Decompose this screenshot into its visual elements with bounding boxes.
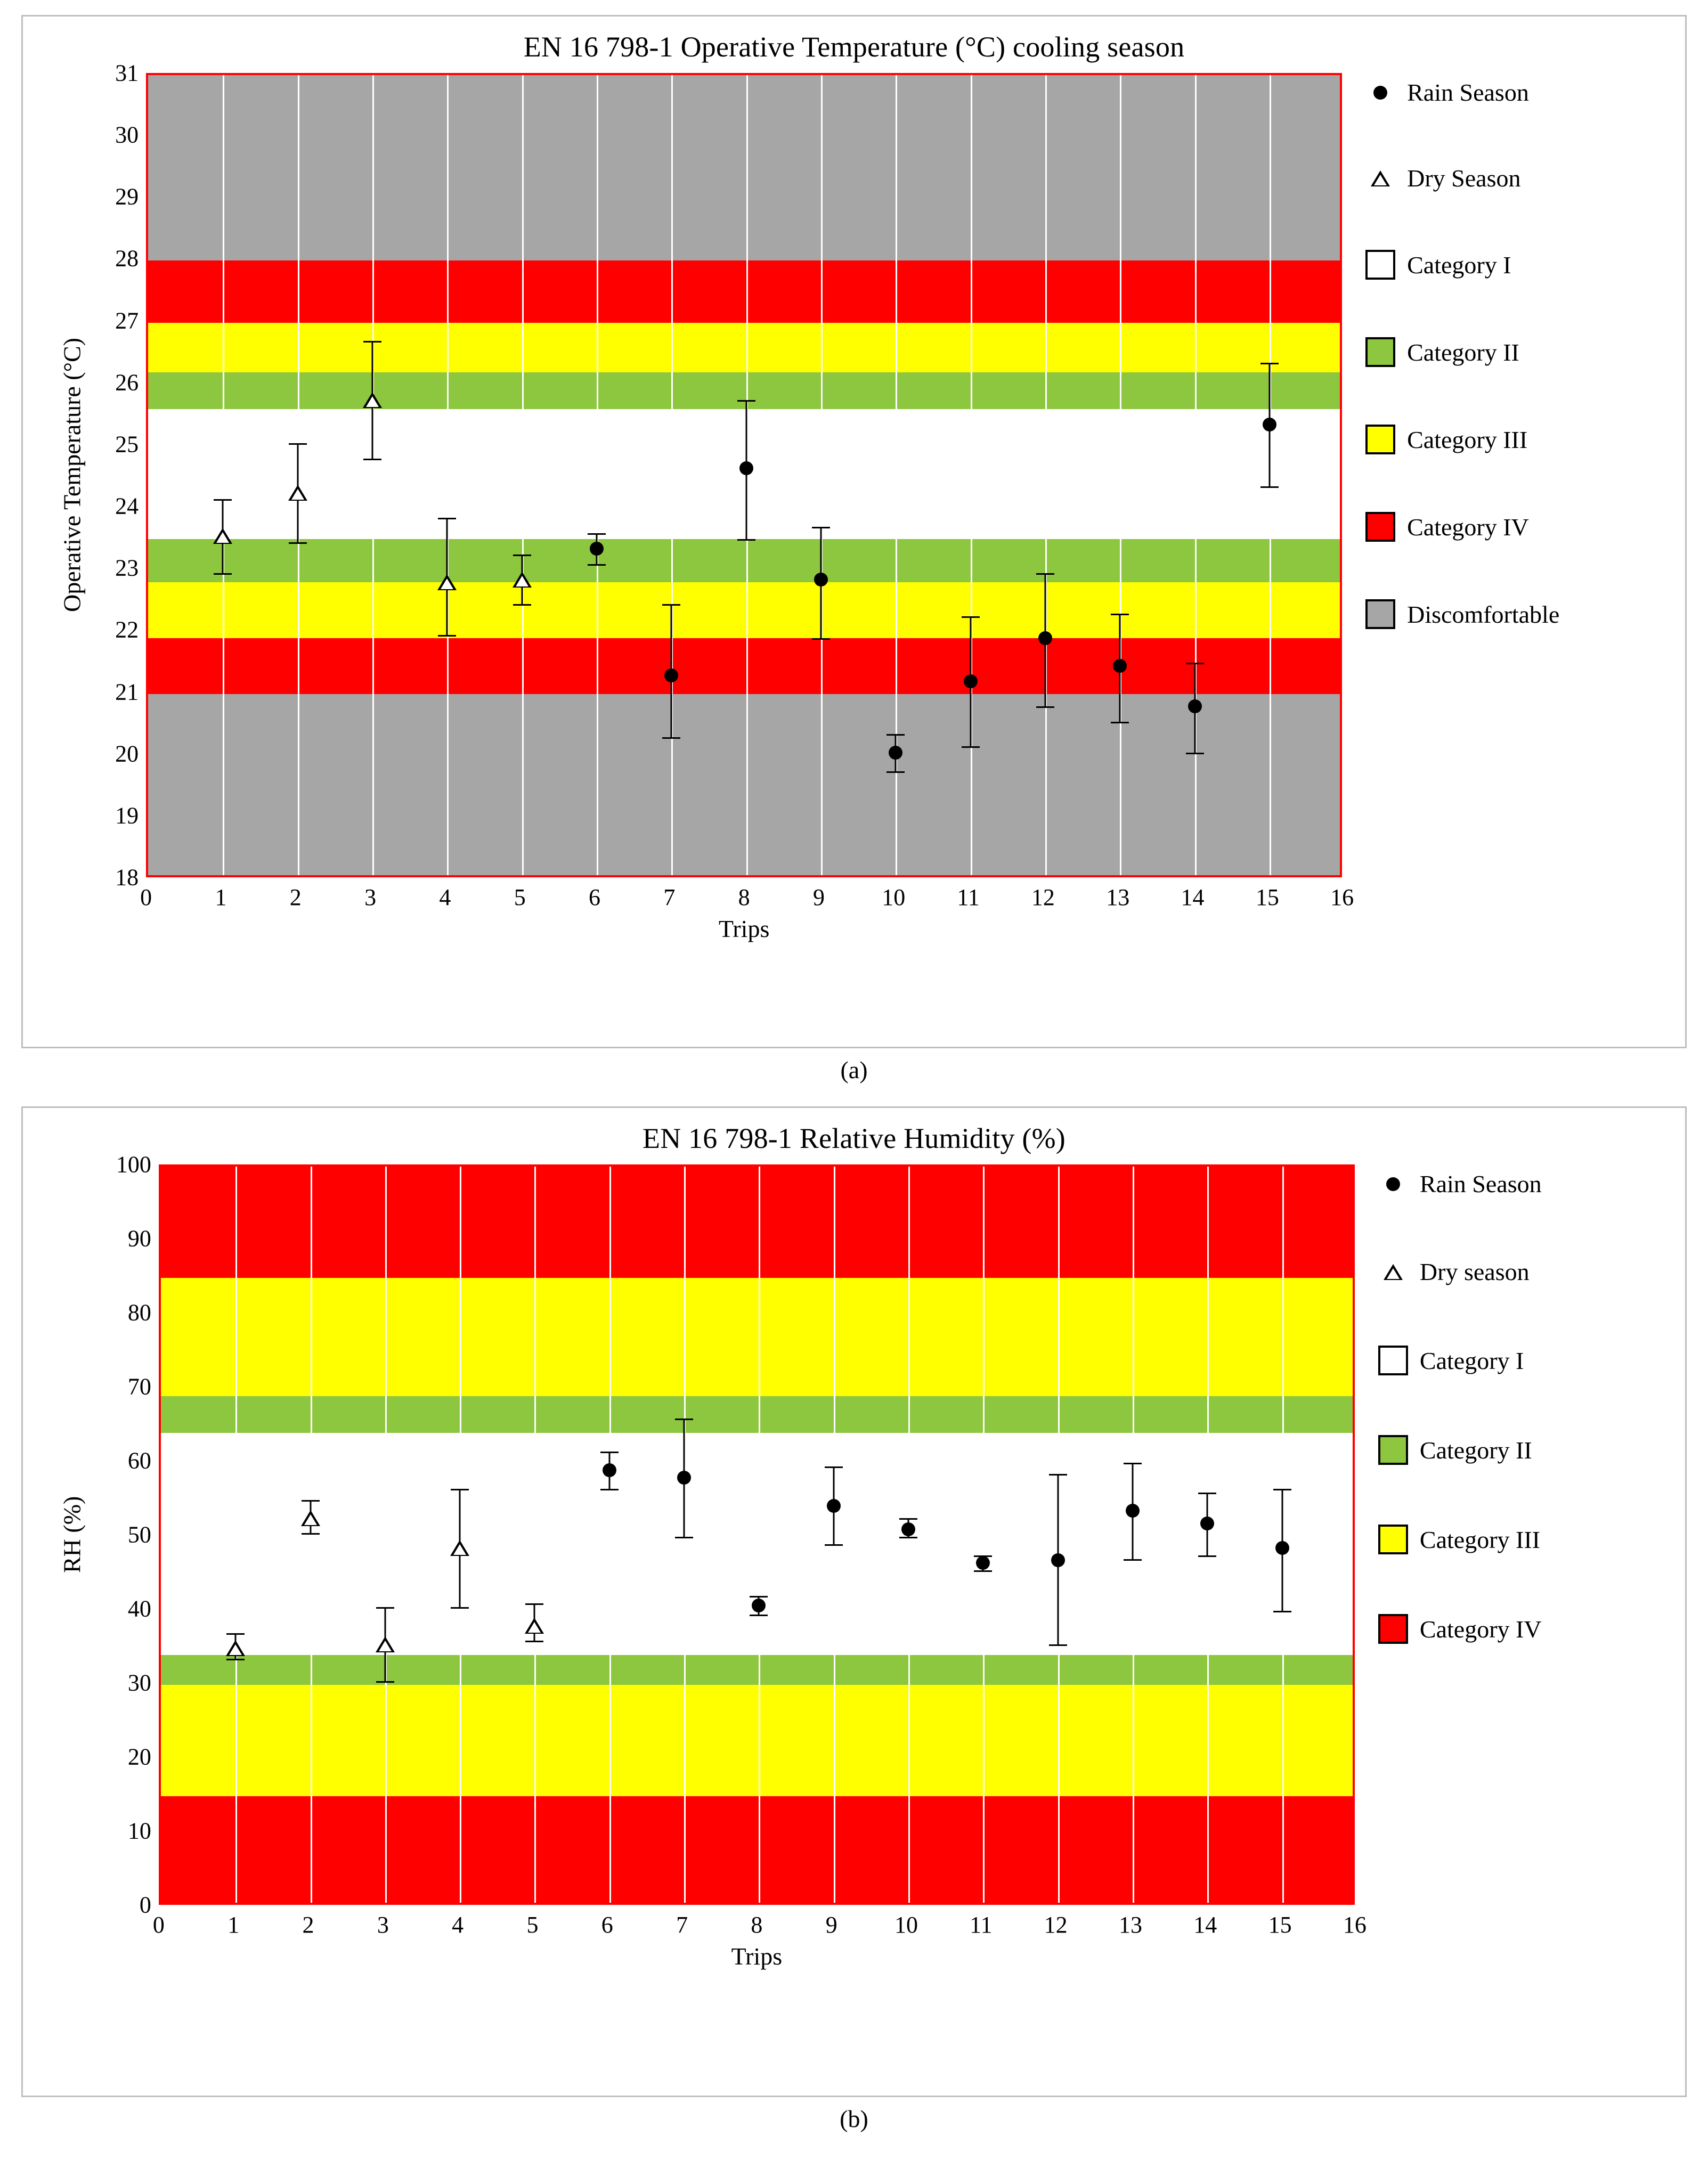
error-bar-cap (825, 1544, 843, 1546)
filled-circle-icon (603, 1463, 616, 1477)
error-bar-cap (600, 1452, 619, 1453)
x-tick-label: 7 (663, 884, 676, 910)
x-tick-label: 16 (1330, 884, 1354, 910)
legend-item[interactable] (1365, 164, 1685, 192)
x-tick-label: 15 (1255, 884, 1279, 910)
legend-color-swatch (1365, 512, 1395, 542)
open-triangle-icon (301, 1510, 320, 1526)
error-bar-cap (737, 539, 755, 541)
error-bar-cap (451, 1489, 469, 1490)
filled-circle-icon (964, 674, 978, 688)
y-axis-ticks (89, 60, 146, 891)
comfort-band-category-ii (161, 1655, 1353, 1685)
data-point-rain-season (976, 1556, 990, 1570)
comfort-band-discomfortable (148, 75, 1340, 260)
comfort-band-category-iii (161, 1278, 1353, 1396)
x-tick-label: 13 (1106, 884, 1130, 910)
data-point-rain-season (1126, 1504, 1140, 1518)
vertical-gridline (534, 1167, 536, 1903)
x-tick-label: 3 (377, 1912, 389, 1938)
x-tick-label: 14 (1193, 1912, 1217, 1938)
comfort-band-category-iii (161, 1685, 1353, 1796)
filled-circle-icon (739, 461, 753, 475)
vertical-gridline (671, 75, 673, 875)
legend-color-swatch (1378, 1614, 1408, 1644)
y-tick-label: 18 (115, 864, 139, 891)
legend-color-swatch (1378, 1525, 1408, 1554)
filled-circle-icon (1113, 659, 1127, 673)
error-bar-cap (600, 1489, 619, 1490)
legend-label: Category II (1407, 338, 1519, 366)
data-point-dry-season (288, 485, 307, 501)
y-tick-label: 30 (127, 1669, 151, 1696)
x-tick-label: 11 (970, 1912, 993, 1938)
error-bar-cap (886, 734, 905, 736)
error-bar-cap (302, 1533, 320, 1535)
comfort-band-category-iii (148, 323, 1340, 372)
error-bar-cap (1111, 614, 1129, 615)
filled-circle-icon (752, 1599, 766, 1612)
legend-label: Discomfortable (1407, 600, 1560, 628)
legend-item[interactable] (1365, 250, 1685, 280)
legend-label: Category IV (1407, 513, 1529, 541)
error-bar-cap (1124, 1559, 1142, 1561)
x-tick-label: 2 (302, 1912, 314, 1938)
y-tick-label: 0 (139, 1892, 151, 1918)
chart-legend (1342, 73, 1685, 877)
legend-label: Dry Season (1407, 165, 1521, 192)
x-axis-ticks (140, 877, 1354, 915)
y-tick-label: 26 (115, 369, 139, 396)
error-bar-cap (899, 1537, 917, 1538)
comfort-band-category-iv (161, 1796, 1353, 1905)
legend-label: Rain Season (1419, 1170, 1542, 1197)
error-bar-cap (1186, 663, 1204, 664)
error-bar-cap (302, 1500, 320, 1502)
legend-label: Category III (1407, 426, 1528, 453)
legend-item[interactable] (1365, 425, 1685, 454)
open-triangle-icon (288, 485, 307, 501)
figure-caption-b: (b) (840, 2105, 868, 2132)
error-bar-cap (376, 1681, 394, 1683)
x-tick-label: 15 (1268, 1912, 1292, 1938)
y-tick-label: 29 (115, 183, 139, 210)
legend-label: Category I (1407, 251, 1511, 279)
error-bar-cap (214, 573, 232, 575)
open-triangle-icon (376, 1636, 395, 1652)
x-tick-label: 12 (1031, 884, 1055, 910)
x-tick-label: 4 (439, 884, 451, 910)
y-tick-label: 10 (127, 1817, 151, 1844)
legend-item[interactable] (1365, 78, 1685, 107)
legend-label: Dry season (1419, 1258, 1530, 1285)
open-triangle-icon (226, 1640, 245, 1656)
error-bar-cap (451, 1607, 469, 1609)
chart-legend (1355, 1164, 1685, 1905)
data-point-rain-season (1038, 631, 1052, 645)
error-bar-cap (1036, 706, 1054, 708)
chart-panel-b (21, 1106, 1687, 2097)
x-tick-label: 1 (215, 884, 227, 910)
plot-canvas (159, 1164, 1355, 1905)
x-tick-label: 11 (957, 884, 980, 910)
x-tick-label: 0 (140, 884, 152, 910)
data-point-rain-season (901, 1522, 915, 1536)
x-tick-label: 5 (526, 1912, 539, 1938)
error-bar-cap (662, 604, 680, 606)
x-axis-ticks (152, 1905, 1367, 1942)
comfort-band-category-iv (148, 638, 1340, 694)
open-triangle-icon (450, 1540, 469, 1556)
legend-color-swatch (1378, 1435, 1408, 1465)
legend-item[interactable] (1378, 1170, 1685, 1198)
legend-label: Category I (1419, 1347, 1524, 1374)
error-bar-cap (1111, 722, 1129, 723)
y-tick-label: 24 (115, 493, 139, 519)
filled-circle-icon (1373, 86, 1387, 100)
error-bar-cap (1036, 573, 1054, 575)
x-axis-label: Trips (718, 915, 770, 942)
plot-area-a (23, 60, 1685, 943)
x-axis-label: Trips (731, 1943, 783, 1970)
vertical-gridline (447, 75, 449, 875)
legend-item[interactable] (1365, 337, 1685, 367)
data-point-rain-season (964, 674, 978, 688)
error-bar-cap (1260, 363, 1279, 364)
filled-circle-icon (1126, 1504, 1140, 1518)
error-bar-cap (525, 1603, 543, 1605)
filled-circle-icon (976, 1556, 990, 1570)
comfort-band-category-ii (148, 539, 1340, 582)
vertical-gridline (609, 1167, 611, 1903)
plot-with-axis (152, 1164, 1367, 1970)
data-point-dry-season (376, 1636, 395, 1652)
legend-color-swatch (1365, 425, 1395, 454)
error-bar-cap (662, 737, 680, 739)
error-bar-cap (1124, 1463, 1142, 1464)
data-point-dry-season (363, 392, 382, 408)
data-point-dry-season (513, 572, 532, 588)
y-tick-label: 25 (115, 431, 139, 458)
error-bar-cap (886, 771, 905, 773)
error-bar-cap (1186, 753, 1204, 754)
x-tick-label: 8 (751, 1912, 763, 1938)
legend-item[interactable] (1378, 1525, 1685, 1554)
error-bar-cap (675, 1419, 693, 1420)
y-tick-label: 23 (115, 555, 139, 581)
y-axis-ticks (89, 1151, 159, 1918)
legend-color-swatch (1365, 599, 1395, 629)
legend-item[interactable] (1365, 512, 1685, 542)
open-triangle-icon (513, 572, 532, 588)
error-bar-cap (962, 746, 980, 748)
x-tick-label: 16 (1343, 1912, 1367, 1938)
data-point-rain-season (1113, 659, 1127, 673)
comfort-band-category-iv (148, 260, 1340, 322)
filled-circle-icon (1386, 1177, 1400, 1191)
x-tick-label: 7 (676, 1912, 688, 1938)
legend-item[interactable] (1378, 1258, 1685, 1286)
data-point-rain-season (677, 1471, 691, 1485)
legend-marker-dot (1378, 1177, 1408, 1191)
data-point-rain-season (752, 1599, 766, 1612)
x-tick-label: 13 (1118, 1912, 1142, 1938)
error-bar-cap (1198, 1555, 1216, 1557)
data-point-dry-season (301, 1510, 320, 1526)
error-bar-cap (825, 1466, 843, 1468)
error-bar-cap (525, 1641, 543, 1642)
vertical-gridline (235, 1167, 237, 1903)
vertical-gridline (983, 1167, 985, 1903)
y-tick-label: 31 (115, 60, 139, 86)
open-triangle-icon (525, 1618, 544, 1634)
legend-color-swatch (1378, 1346, 1408, 1375)
x-tick-label: 8 (738, 884, 750, 910)
data-point-rain-season (889, 746, 902, 760)
data-point-rain-season (590, 542, 604, 556)
filled-circle-icon (1200, 1517, 1214, 1530)
x-tick-label: 9 (825, 1912, 837, 1938)
comfort-band-category-iv (161, 1167, 1353, 1278)
filled-circle-icon (1051, 1553, 1065, 1567)
x-tick-label: 10 (882, 884, 906, 910)
error-bar-cap (376, 1607, 394, 1609)
error-bar-cap (513, 555, 531, 556)
data-point-rain-season (664, 669, 678, 682)
comfort-band-category-ii (161, 1396, 1353, 1433)
error-bar-cap (1198, 1493, 1216, 1494)
error-bar-cap (438, 635, 456, 637)
error-bar-cap (1273, 1611, 1291, 1612)
x-tick-label: 12 (1044, 1912, 1068, 1938)
x-tick-label: 9 (812, 884, 825, 910)
legend-color-swatch (1365, 250, 1395, 280)
plot-area-b (23, 1151, 1685, 1970)
vertical-gridline (372, 75, 374, 875)
filled-circle-icon (901, 1522, 915, 1536)
x-tick-label: 10 (894, 1912, 918, 1938)
x-tick-label: 2 (289, 884, 302, 910)
error-bar-cap (750, 1596, 768, 1598)
data-point-rain-season (1275, 1541, 1289, 1555)
data-point-rain-season (739, 461, 753, 475)
y-axis-label: Operative Temperature (°C) (58, 338, 86, 613)
y-tick-label: 30 (115, 121, 139, 148)
data-point-rain-season (814, 573, 828, 586)
y-tick-label: 50 (127, 1521, 151, 1548)
plot-with-axis (140, 73, 1354, 943)
vertical-gridline (821, 75, 823, 875)
y-tick-label: 40 (127, 1595, 151, 1622)
chart-panel-a (21, 15, 1687, 1048)
x-tick-label: 6 (589, 884, 600, 910)
error-bar-cap (675, 1537, 693, 1538)
error-bar-cap (812, 638, 830, 640)
y-tick-label: 60 (127, 1447, 151, 1474)
filled-circle-icon (590, 542, 604, 556)
filled-circle-icon (827, 1499, 841, 1513)
vertical-gridline (1195, 75, 1197, 875)
data-point-rain-season (1263, 418, 1276, 431)
error-bar-cap (588, 564, 606, 566)
y-axis-label: RH (%) (58, 1496, 86, 1574)
vertical-gridline (1120, 75, 1121, 875)
x-tick-label: 14 (1181, 884, 1205, 910)
error-bar-cap (226, 1633, 245, 1635)
open-triangle-icon (1384, 1264, 1403, 1280)
y-tick-label: 80 (127, 1299, 151, 1326)
data-point-dry-season (525, 1618, 544, 1634)
error-bar-cap (289, 542, 307, 544)
data-point-dry-season (226, 1640, 245, 1656)
legend-label: Category IV (1419, 1615, 1542, 1643)
y-tick-label: 20 (127, 1743, 151, 1770)
data-point-rain-season (603, 1463, 616, 1477)
y-tick-label: 20 (115, 740, 139, 767)
vertical-gridline (971, 75, 972, 875)
error-bar-cap (588, 533, 606, 535)
figure-caption-a: (a) (840, 1056, 868, 1083)
vertical-gridline (522, 75, 524, 875)
error-bar-cap (737, 400, 755, 402)
panel-a-wrapper (21, 15, 1687, 1087)
x-tick-label: 0 (152, 1912, 165, 1938)
legend-item[interactable] (1378, 1614, 1685, 1644)
error-bar-cap (1049, 1644, 1067, 1646)
y-tick-label: 90 (127, 1225, 151, 1252)
data-point-rain-season (1188, 699, 1202, 713)
chart-title-a: EN 16 798-1 Operative Temperature (°C) cooling season (523, 31, 1185, 63)
legend-label: Category II (1419, 1436, 1532, 1464)
filled-circle-icon (664, 669, 678, 682)
open-triangle-icon (363, 392, 382, 408)
legend-color-swatch (1365, 337, 1395, 367)
error-bar-cap (513, 604, 531, 606)
data-point-rain-season (1051, 1553, 1065, 1567)
filled-circle-icon (1263, 418, 1276, 431)
legend-label: Category III (1419, 1526, 1540, 1553)
legend-item[interactable] (1365, 599, 1685, 629)
comfort-band-discomfortable (148, 694, 1340, 877)
y-tick-label: 19 (115, 802, 139, 829)
error-bar-cap (363, 341, 381, 343)
x-tick-label: 6 (601, 1912, 613, 1938)
error-bar-cap (812, 527, 830, 528)
error-bar-cap (363, 459, 381, 460)
legend-marker-triangle (1378, 1264, 1408, 1280)
x-tick-label: 1 (227, 1912, 240, 1938)
open-triangle-icon (213, 528, 232, 544)
open-triangle-icon (437, 574, 457, 590)
x-tick-label: 3 (364, 884, 377, 910)
error-bar-cap (289, 443, 307, 445)
y-tick-label: 21 (115, 679, 139, 705)
legend-marker-dot (1365, 86, 1395, 100)
legend-item[interactable] (1378, 1435, 1685, 1465)
error-bar-cap (974, 1570, 992, 1572)
filled-circle-icon (677, 1471, 691, 1485)
data-point-dry-season (450, 1540, 469, 1556)
plot-canvas (146, 73, 1342, 877)
filled-circle-icon (1188, 699, 1202, 713)
data-point-dry-season (213, 528, 232, 544)
comfort-band-category-ii (148, 372, 1340, 410)
y-tick-label: 70 (127, 1373, 151, 1400)
x-tick-label: 5 (514, 884, 526, 910)
open-triangle-icon (1371, 170, 1390, 186)
legend-item[interactable] (1378, 1346, 1685, 1375)
y-tick-label: 27 (115, 307, 139, 334)
legend-label: Rain Season (1407, 79, 1529, 106)
chart-title-b: EN 16 798-1 Relative Humidity (%) (642, 1122, 1066, 1154)
data-point-dry-season (437, 574, 457, 590)
filled-circle-icon (1038, 631, 1052, 645)
filled-circle-icon (814, 573, 828, 586)
error-bar-cap (214, 499, 232, 501)
y-tick-label: 100 (116, 1151, 151, 1178)
vertical-gridline (597, 75, 598, 875)
error-bar-cap (226, 1659, 245, 1660)
error-bar-cap (750, 1615, 768, 1616)
panel-b-wrapper (21, 1106, 1687, 2136)
error-bar-cap (962, 616, 980, 618)
legend-marker-triangle (1365, 170, 1395, 186)
data-point-rain-season (1200, 1517, 1214, 1530)
error-bar-cap (438, 518, 456, 519)
error-bar-cap (1260, 486, 1279, 488)
y-tick-label: 28 (115, 245, 139, 272)
comfort-band-category-iii (148, 582, 1340, 638)
vertical-gridline (1045, 75, 1047, 875)
comfort-band-category-i (161, 1433, 1353, 1655)
error-bar-cap (1049, 1474, 1067, 1476)
filled-circle-icon (1275, 1541, 1289, 1555)
error-bar-cap (899, 1518, 917, 1520)
filled-circle-icon (889, 746, 902, 760)
x-tick-label: 4 (452, 1912, 464, 1938)
error-bar-cap (1273, 1489, 1291, 1490)
vertical-gridline (759, 1167, 760, 1903)
y-tick-label: 22 (115, 616, 139, 643)
vertical-gridline (223, 75, 224, 875)
data-point-rain-season (827, 1499, 841, 1513)
vertical-gridline (385, 1167, 387, 1903)
